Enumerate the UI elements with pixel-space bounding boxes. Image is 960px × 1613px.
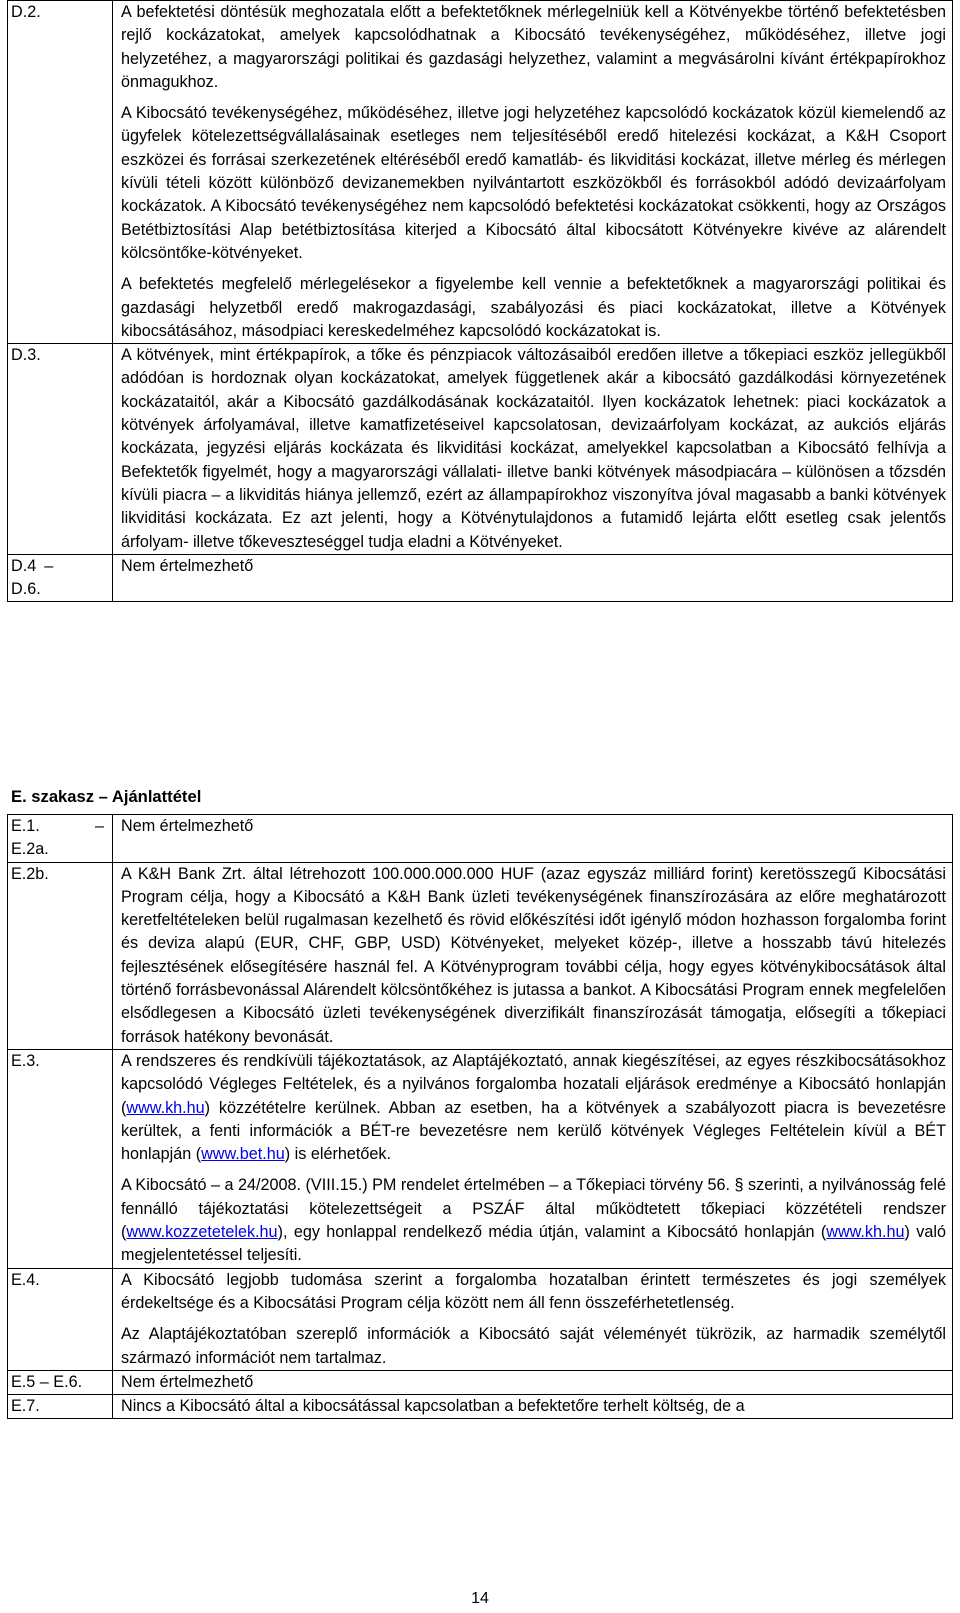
row-label-e1-e2a	[8, 815, 113, 863]
section-e-table	[7, 814, 953, 1419]
row-label-d4-d6	[8, 554, 113, 602]
e2b-text: A K&H Bank Zrt. által létrehozott 100.000.000.000 HUF (azaz egyszáz milliárd forint) keretösszegű Kibocsátási Program célja, hogy a Kibocsátó a K&H Bank üzleti tevékenységének finanszírozására az előre meghatározott keretfeltételeken belül rugalmasan kezelhető és rövid előkészítési időt igénylő módon hozhasson forgalomba forint és deviza alapú (EUR, CHF, GBP, USD) Kötvényeket, melyeket közép-, illetve a hosszabb távú hitelezés fejlesztésének elősegítésére használ fel. A Kötvényprogram további célja, hogy egyes kötvénykibocsátások által történő forrásbevonással Alárendelt kölcsöntőkéhez is jutassa a bankot. A Kibocsátási Program ennek megfelelően elsődlegesen a Kibocsátó üzleti tevékenységének diverzifikált finanszírozását támogatja, elősegíti a tőkepiaci források hatékony bevonását.	[121, 864, 946, 1046]
e3-paragraph-1: A rendszeres és rendkívüli tájékoztatások, az Alaptájékoztató, annak kiegészítései, az egyes részkibocsátásokhoz kapcsolódó Végleges Feltételek, és a nyilvános forgalomba hozatali eljárások eredménye a Kibocsátó honlapján (www.kh.hu) közzétételre kerülnek. Abban az esetben, ha a kötvények a szabályozott piacra is bevezetésre kerültek, a fenti információk a BÉT-re bevezetésre nem kerülő kötvények Végleges Feltételein kívül a BÉT honlapján (www.bet.hu) is elérhetőek.	[121, 1051, 946, 1164]
row-label-e3: E.3.	[8, 1049, 113, 1268]
row-label-d4: D.4	[11, 556, 37, 575]
kh-hu-link-2[interactable]: www.kh.hu	[826, 1223, 905, 1242]
e5-e6-text: Nem értelmezhető	[121, 1372, 254, 1391]
table-row-e2b	[8, 862, 953, 1049]
table-row-e7	[8, 1395, 953, 1419]
table-row-d2	[8, 1, 953, 344]
row-label-e1: E.1.	[11, 817, 40, 835]
d3-paragraph-1: A kötvények, mint értékpapírok, a tőke és pénzpiacok változásaiból eredően illetve a tőkepiaci eszköz jellegükből adódóan is hordoznak olyan kockázatokat, amelyek függetlenek akár a kibocsátó gazdálkodási környezetének kockázataitól, akár a Kibocsátó gazdálkodásának kockázataitól. Ilyen kockázatok lehetnek: piaci kockázatok a kötvények árfolyamával, illetve kamatfizetéseivel kapcsolatosan, devizaárfolyam kockázat, az aukciós eljárás kockázata, jegyzési eljárás kockázata és likviditási kockázat, amelyekkel kapcsolatban a Kibocsátó felhívja a Befektetők figyelmét, hogy a magyarországi vállalati- illetve banki kötvények másodpiacára – különösen a tőzsdén kívüli piacra – a likviditás hiánya jellemző, ezért az állampapírokhoz viszonyítva jóval magasabb a banki kötvények likviditási kockázata. Ez azt jelenti, hogy a Kötvénytulajdonos a futamidő lejárta előtt esetleg csak jelentős árfolyam- illetve tőkeveszteséggel tudja eladni a Kötvényeket.	[121, 346, 946, 551]
table-row-e3	[8, 1049, 953, 1268]
table-row-d3	[8, 344, 953, 555]
e4-paragraph-1: A Kibocsátó legjobb tudomása szerint a forgalomba hozatalban érintett természetes és jogi személyek érdekeltsége és a Kibocsátási Program célja között nem áll fenn összeférhetetlenség.	[121, 1270, 946, 1312]
row-label-e2b: E.2b.	[8, 862, 113, 1049]
d2-paragraph-3: A befektetés megfelelő mérlegelésekor a figyelembe kell vennie a befektetőknek a magyarországi politikai és gazdasági helyzetből eredő makrogazdasági, szabályozási és piaci kockázatokat, illetve a Kötvények kibocsátásához, másodpiaci kereskedelméhez kapcsolódó kockázatokat is.	[121, 275, 946, 340]
e7-text: Nincs a Kibocsátó által a kibocsátással kapcsolatban a befektetőre terhelt költség, de a	[121, 1397, 745, 1416]
row-label-e4: E.4.	[8, 1268, 113, 1370]
label-dash: –	[94, 817, 104, 835]
d4-d6-text: Nem értelmezhető	[121, 556, 254, 575]
page-number: 14	[471, 1590, 489, 1607]
row-label-e2a: E.2a.	[11, 840, 49, 859]
d2-paragraph-1: A befektetési döntésük meghozatala előtt a befektetőknek mérlegelniük kell a Kötvényekbe történő befektetésben rejlő kockázatokat, amelyek kapcsolódhatnak a Kibocsátó tevékenységéhez, működéséhez, illetve jogi helyzetéhez, a magyarországi politikai és gazdasági helyzethez, valamint a megvásárolni kívánt értékpapírokhoz önmagukhoz.	[121, 3, 946, 91]
row-label-e7: E.7.	[8, 1395, 113, 1419]
e1-text: Nem értelmezhető	[121, 817, 254, 835]
row-label-d3: D.3.	[8, 344, 113, 555]
row-label-e5-e6: E.5 – E.6.	[8, 1370, 113, 1394]
kh-hu-link[interactable]: www.kh.hu	[126, 1098, 205, 1117]
section-d-table	[7, 0, 953, 602]
table-row-e5-e6	[8, 1370, 953, 1394]
table-row-e4	[8, 1268, 953, 1370]
table-row-d4-d6	[8, 554, 953, 602]
table-row-e1-e2a	[8, 815, 953, 863]
row-label-d2: D.2.	[8, 1, 113, 344]
e4-paragraph-2: Az Alaptájékoztatóban szereplő információk a Kibocsátó saját véleményét tükrözik, az harmadik személytől származó információt nem tartalmaz.	[121, 1325, 946, 1367]
d2-paragraph-2: A Kibocsátó tevékenységéhez, működéséhez, illetve jogi helyzetéhez kapcsolódó kockázatok közül kiemelendő az ügyfelek kötelezettségvállalásainak esetleges nem teljesítéséből eredő hitelezési kockázat, a K&H Csoport eszközei és forrásai szerkezetének eltéréséből eredő kamatláb- és likviditási kockázat, illetve mérleg és mérlegen kívüli tételi között különböző devizanemekben nyilvántartott eszközökből és forrásokból adódó devizaárfolyam kockázatok. A Kibocsátó tevékenységéhez nem kapcsolódó befektetési kockázatokat csökkenti, hogy az Országos Betétbiztosítási Alap betétbiztosítása kiterjed a Kibocsátó által kibocsátott Kötvényekre kivéve az alárendelt kölcsöntőke-kötvényeket.	[121, 104, 946, 262]
kozzetetelek-hu-link[interactable]: www.kozzetetelek.hu	[126, 1223, 278, 1242]
e3-paragraph-2: A Kibocsátó – a 24/2008. (VIII.15.) PM rendelet értelmében – a Tőkepiaci törvény 56. § szerinti, a nyilvánosság felé fennálló tájékoztatási kötelezettségeit a PSZÁF által működtetett tőkepiaci közzétételi rendszer (www.kozzetetelek.hu), egy honlappal rendelkező média útján, valamint a Kibocsátó honlapján (www.kh.hu) való megjelentetéssel teljesíti.	[121, 1176, 946, 1265]
bet-hu-link[interactable]: www.bet.hu	[201, 1145, 285, 1164]
label-dash: –	[44, 556, 54, 575]
row-label-d6: D.6.	[11, 580, 41, 599]
section-e-title: E. szakasz – Ajánlattétel	[11, 787, 202, 806]
